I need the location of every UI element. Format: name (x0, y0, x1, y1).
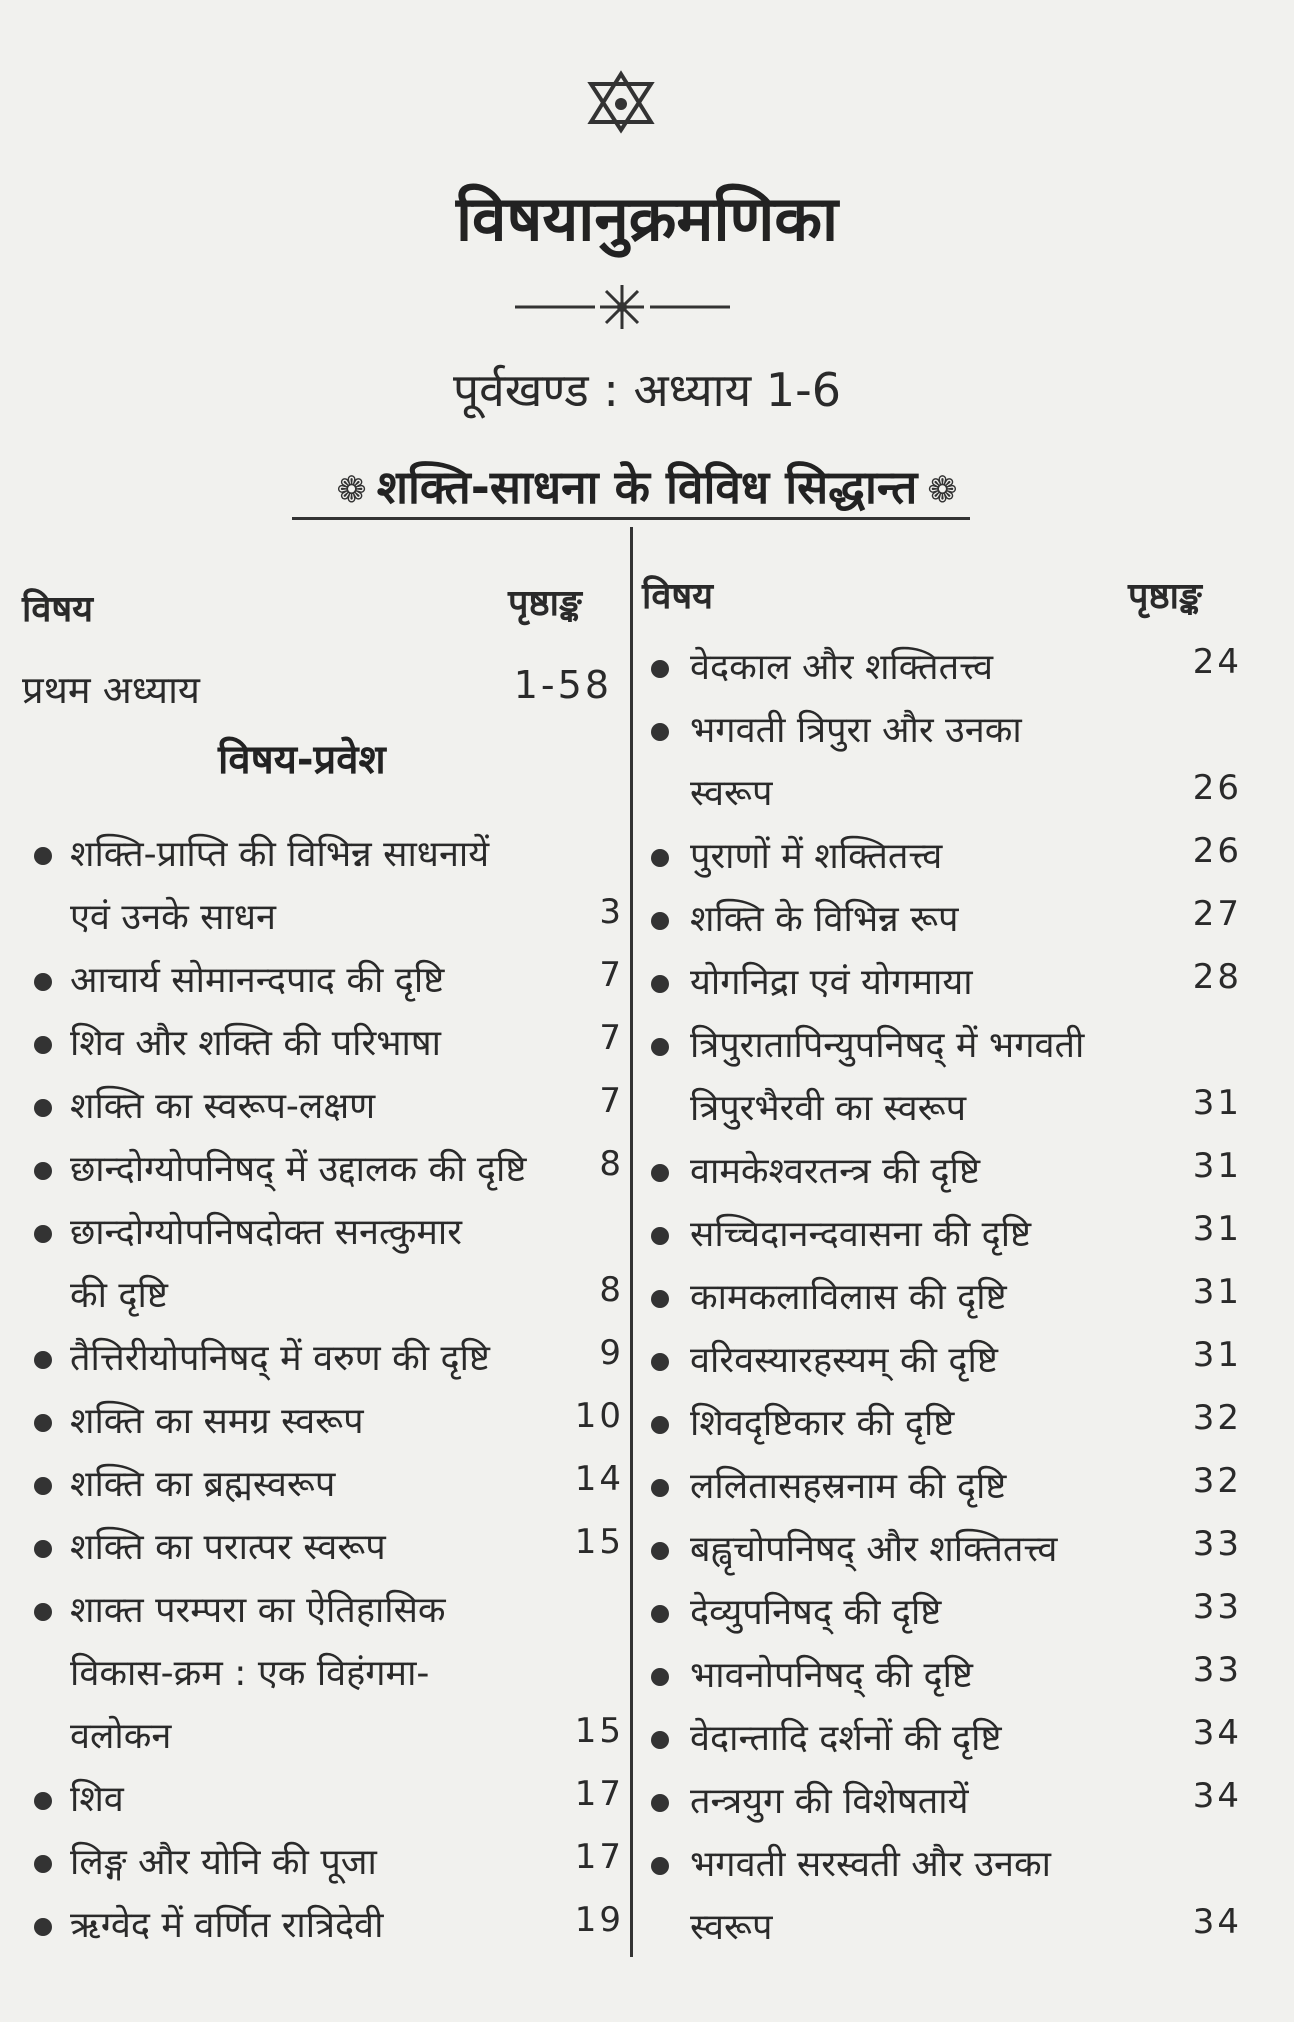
toc-page-number: 9 (599, 1333, 624, 1373)
toc-entry-text: की दृष्टि (70, 1275, 168, 1316)
bullet-icon (651, 849, 669, 867)
bullet-icon (651, 1353, 669, 1371)
section-heading (0, 455, 1294, 517)
toc-entry-text: योगनिद्रा एवं योगमाया (690, 962, 973, 1003)
toc-entry-text: शक्ति-प्राप्ति की विभिन्न साधनायें (70, 834, 490, 875)
toc-entry-text: शक्ति का परात्पर स्वरूप (70, 1527, 386, 1568)
toc-entry-text: तैत्तिरीयोपनिषद् में वरुण की दृष्टि (70, 1338, 490, 1379)
toc-page-number: 33 (1192, 1650, 1242, 1690)
toc-entry-text: शिव (70, 1779, 124, 1820)
toc-entry-text: त्रिपुरभैरवी का स्वरूप (690, 1088, 967, 1129)
toc-page-number: 31 (1192, 1272, 1242, 1312)
toc-page-number: 19 (574, 1900, 624, 1940)
bullet-icon (34, 973, 52, 991)
bullet-icon (34, 1792, 52, 1810)
toc-entry-text: शक्ति का ब्रह्मस्वरूप (70, 1464, 336, 1505)
page-title: विषयानुक्रमणिका (455, 182, 839, 255)
toc-entry-text: भगवती त्रिपुरा और उनका (690, 710, 1022, 751)
section-subtitle: पूर्वखण्ड : अध्याय 1-6 (452, 363, 841, 417)
bullet-icon (651, 1605, 669, 1623)
toc-page-number: 34 (1192, 1902, 1242, 1942)
bullet-icon (651, 912, 669, 930)
chapter-subheading: विषय-प्रवेश (218, 737, 386, 783)
flower-ornament-icon: ❁ (927, 470, 958, 511)
toc-entry-text: कामकलाविलास की दृष्टि (690, 1277, 1007, 1318)
toc-entry-text: सच्चिदानन्दवासना की दृष्टि (690, 1214, 1032, 1255)
bullet-icon (34, 1162, 52, 1180)
bullet-icon (651, 1164, 669, 1182)
bullet-icon (651, 1668, 669, 1686)
toc-page-number: 32 (1192, 1461, 1242, 1501)
toc-entry-text: वेदान्तादि दर्शनों की दृष्टि (690, 1718, 1002, 1759)
right-page-header: पृष्ठाङ्क (1128, 576, 1202, 617)
toc-entry-text: पुराणों में शक्तितत्त्व (690, 836, 943, 877)
toc-page-number: 34 (1192, 1713, 1242, 1753)
section-heading-text: शक्ति-साधना के विविध सिद्धान्त (376, 460, 918, 514)
toc-page-number: 17 (574, 1774, 624, 1814)
toc-entry-text: लिङ्ग और योनि की पूजा (70, 1842, 377, 1883)
toc-entry-text: वेदकाल और शक्तितत्त्व (690, 647, 994, 688)
toc-page-number: 7 (599, 955, 624, 995)
toc-entry-text: शाक्त परम्परा का ऐतिहासिक (70, 1590, 446, 1631)
toc-page-number: 28 (1192, 957, 1242, 997)
bullet-icon (34, 1477, 52, 1495)
toc-page-number: 10 (574, 1396, 624, 1436)
toc-page-number: 31 (1192, 1209, 1242, 1249)
bullet-icon (34, 1351, 52, 1369)
toc-entry-text: छान्दोग्योपनिषदोक्त सनत्कुमार (70, 1212, 462, 1253)
toc-entry-text: वरिवस्यारहस्यम् की दृष्टि (690, 1340, 998, 1381)
toc-page-number: 26 (1192, 831, 1242, 871)
toc-entry-text: शक्ति का समग्र स्वरूप (70, 1401, 364, 1442)
toc-entry-text: तन्त्रयुग की विशेषतायें (690, 1781, 969, 1822)
toc-entry-text: छान्दोग्योपनिषद् में उद्दालक की दृष्टि (70, 1149, 527, 1190)
toc-page-number: 33 (1192, 1524, 1242, 1564)
bullet-icon (651, 1227, 669, 1245)
toc-page-number: 34 (1192, 1776, 1242, 1816)
bullet-icon (651, 1416, 669, 1434)
toc-entry-text: वामकेश्वरतन्त्र की दृष्टि (690, 1151, 980, 1192)
bullet-icon (651, 1794, 669, 1812)
bullet-icon (34, 1099, 52, 1117)
toc-entry-text: देव्युपनिषद् की दृष्टि (690, 1592, 942, 1633)
right-subject-header: विषय (642, 576, 714, 617)
bullet-icon (34, 847, 52, 865)
bullet-icon (651, 1542, 669, 1560)
toc-page-number: 17 (574, 1837, 624, 1877)
toc-page-number: 14 (574, 1459, 624, 1499)
toc-entry-text: शिव और शक्ति की परिभाषा (70, 1023, 441, 1064)
bullet-icon (34, 1225, 52, 1243)
toc-entry-text: विकास-क्रम : एक विहंगमा- (70, 1653, 430, 1694)
bullet-icon (34, 1603, 52, 1621)
bullet-icon (651, 1290, 669, 1308)
toc-entry-text: त्रिपुरातापिन्युपनिषद् में भगवती (690, 1025, 1085, 1066)
toc-page-number: 31 (1192, 1146, 1242, 1186)
chapter-label: प्रथम अध्याय (22, 668, 200, 712)
toc-page-number: 3 (599, 892, 624, 932)
bullet-icon (34, 1918, 52, 1936)
toc-page-number: 27 (1192, 894, 1242, 934)
toc-entry-text: भगवती सरस्वती और उनका (690, 1844, 1051, 1885)
toc-page-number: 7 (599, 1081, 624, 1121)
toc-page-number: 8 (599, 1270, 624, 1310)
toc-entry-text: वलोकन (70, 1716, 172, 1757)
bullet-icon (34, 1855, 52, 1873)
toc-page-number: 33 (1192, 1587, 1242, 1627)
left-subject-header: विषय (22, 589, 94, 630)
bullet-icon (651, 1479, 669, 1497)
toc-page-number: 31 (1192, 1083, 1242, 1123)
toc-entry-text: स्वरूप (690, 1907, 773, 1948)
toc-entry-text: एवं उनके साधन (70, 897, 276, 938)
bullet-icon (34, 1414, 52, 1432)
toc-page-number: 15 (574, 1522, 624, 1562)
star-of-david-icon (587, 70, 655, 134)
chapter-pages: 1-58 (513, 663, 612, 707)
flower-ornament-icon: ❁ (336, 470, 367, 511)
toc-entry-text: ललितासहस्रनाम की दृष्टि (690, 1466, 1007, 1507)
toc-page-number: 32 (1192, 1398, 1242, 1438)
bullet-icon (34, 1540, 52, 1558)
bullet-icon (34, 1036, 52, 1054)
bullet-icon (651, 660, 669, 678)
bullet-icon (651, 1731, 669, 1749)
toc-page-number: 31 (1192, 1335, 1242, 1375)
bullet-icon (651, 723, 669, 741)
toc-entry-text: शक्ति के विभिन्न रूप (690, 899, 959, 940)
toc-entry-text: बह्वृचोपनिषद् और शक्तितत्त्व (690, 1529, 1058, 1570)
toc-entry-text: आचार्य सोमानन्दपाद की दृष्टि (70, 960, 445, 1001)
toc-entry-text: भावनोपनिषद् की दृष्टि (690, 1655, 973, 1696)
toc-entry-text: शक्ति का स्वरूप-लक्षण (70, 1086, 376, 1127)
bullet-icon (651, 975, 669, 993)
heading-underline (292, 517, 970, 520)
toc-page-number: 7 (599, 1018, 624, 1058)
toc-page-number: 24 (1192, 642, 1242, 682)
toc-entry-text: स्वरूप (690, 773, 773, 814)
toc-page-number: 8 (599, 1144, 624, 1184)
toc-entry-text: शिवदृष्टिकार की दृष्टि (690, 1403, 955, 1444)
toc-entry-text: ऋग्वेद में वर्णित रात्रिदेवी (70, 1905, 384, 1946)
column-divider (630, 527, 633, 1957)
bullet-icon (651, 1038, 669, 1056)
bullet-icon (651, 1857, 669, 1875)
star-divider-icon (515, 283, 730, 331)
toc-page-number: 15 (574, 1711, 624, 1751)
toc-page-number: 26 (1192, 768, 1242, 808)
left-page-header: पृष्ठाङ्क (508, 583, 582, 624)
